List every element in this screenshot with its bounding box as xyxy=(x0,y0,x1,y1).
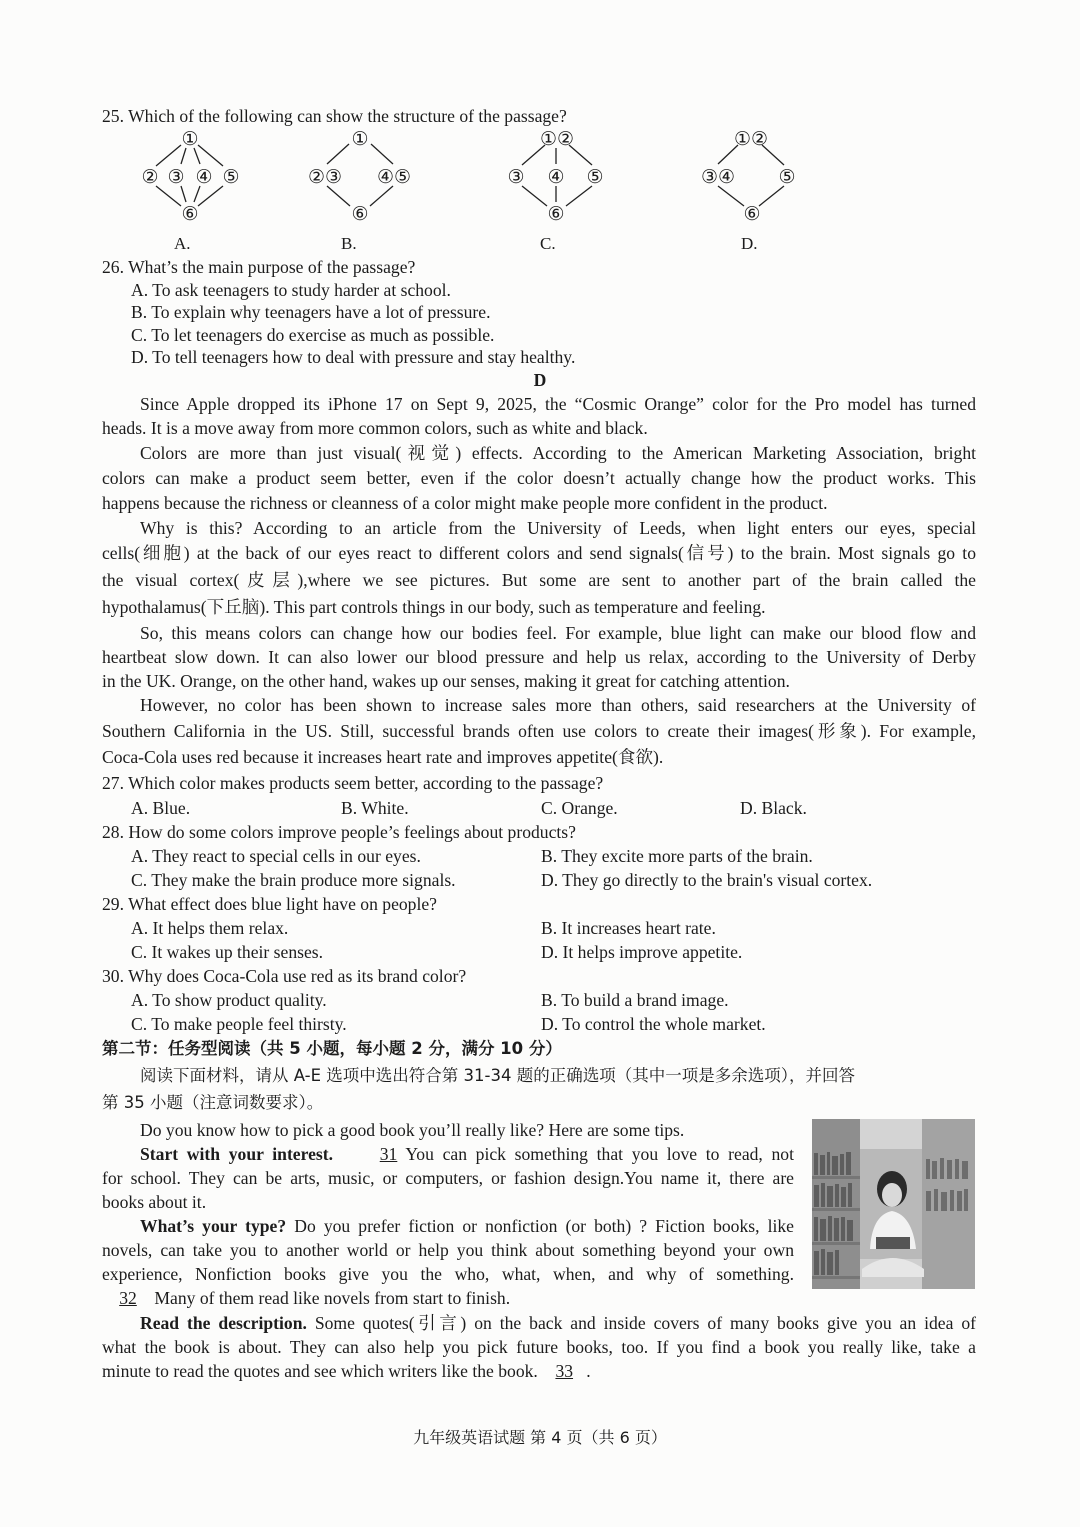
structure-diagram-c xyxy=(495,128,635,258)
tip2-heading: What’s your type? xyxy=(140,1216,287,1236)
book-para2-end: Many of them read like novels from start to finish. xyxy=(154,1288,511,1308)
book-para3-line2: what the book is about. They can also help you pick future books, too. If you find a book you really like, take a xyxy=(102,1337,976,1357)
q26-stem: 26. What’s the main purpose of the passage? xyxy=(102,257,416,277)
passage-d-line: So, this means colors can change how our bodies feel. For example, blue light can make our blood flow and xyxy=(140,623,976,643)
diagram-b-node-45: ④⑤ xyxy=(376,166,412,188)
q30-option-a: A. To show product quality. xyxy=(131,990,327,1010)
structure-diagram-b xyxy=(297,128,437,258)
book-para2-line4 xyxy=(106,1286,510,1310)
page-footer: 九年级英语试题 第 4 页（共 6 页） xyxy=(413,1428,667,1447)
book-para1-line1 xyxy=(102,1142,794,1166)
blank-32[interactable]: 32 xyxy=(119,1288,137,1308)
diagram-d-node-6: ⑥ xyxy=(743,203,761,225)
diagram-a-node-5: ⑤ xyxy=(222,166,240,188)
q29-option-b: B. It increases heart rate. xyxy=(541,918,716,938)
passage-d-line: colors can make a product seem better, even if the color doesn’t actually change how the product works. This xyxy=(102,468,976,488)
q29-stem: 29. What effect does blue light have on people? xyxy=(102,894,437,914)
diagram-a-label: A. xyxy=(174,234,191,253)
diagram-c-node-4: ④ xyxy=(547,166,565,188)
q27-option-b: B. White. xyxy=(341,798,409,818)
book-para2-line1 xyxy=(102,1214,794,1238)
q30-stem: 30. Why does Coca-Cola use red as its brand color? xyxy=(102,966,467,986)
diagram-d-label: D. xyxy=(741,234,758,253)
diagram-d-graphic xyxy=(688,128,828,228)
q25-stem: 25. Which of the following can show the structure of the passage? xyxy=(102,106,567,126)
passage-d-line: hypothalamus(下丘脑). This part controls things in our body, such as temperature and feeling. xyxy=(102,597,766,617)
q28-option-a: A. They react to special cells in our eyes. xyxy=(131,846,421,866)
structure-diagram-a xyxy=(128,128,268,258)
q26-option-c: C. To let teenagers do exercise as much as possible. xyxy=(131,325,495,345)
book-para1-line2: for school. They can be arts, music, or computers, or fashion design.You name it, there are xyxy=(102,1168,794,1188)
diagram-a-node-6: ⑥ xyxy=(181,203,199,225)
blank-31[interactable]: 31 xyxy=(379,1144,398,1164)
section2-heading: 第二节：任务型阅读（共 5 小题，每小题 2 分，满分 10 分） xyxy=(102,1039,562,1058)
diagram-b-node-23: ②③ xyxy=(307,166,343,188)
section2-instruction-line2: 第 35 小题（注意词数要求）。 xyxy=(102,1093,324,1112)
diagram-d-node-12: ①② xyxy=(733,128,769,150)
tip1-heading: Start with your interest. xyxy=(140,1144,334,1164)
q27-option-a: A. Blue. xyxy=(131,798,191,818)
q28-stem: 28. How do some colors improve people’s feelings about products? xyxy=(102,822,576,842)
q29-option-a: A. It helps them relax. xyxy=(131,918,289,938)
q28-option-b: B. They excite more parts of the brain. xyxy=(541,846,813,866)
diagram-b-label: B. xyxy=(341,234,357,253)
q28-option-c: C. They make the brain produce more signals. xyxy=(131,870,456,890)
diagram-d-node-5: ⑤ xyxy=(778,166,796,188)
section2-instruction-line1: 阅读下面材料，请从 A-E 选项中选出符合第 31-34 题的正确选项（其中一项是多余选项），并回答 xyxy=(140,1066,855,1085)
book-para1-line3: books about it. xyxy=(102,1192,207,1212)
passage-d-line: heartbeat slow down. It can also lower our blood pressure and help us relax, according to the University of Derby xyxy=(102,647,976,667)
q26-option-b: B. To explain why teenagers have a lot of pressure. xyxy=(131,302,491,322)
q29-option-c: C. It wakes up their senses. xyxy=(131,942,324,962)
book-para3-period: . xyxy=(586,1361,591,1381)
q26-option-d: D. To tell teenagers how to deal with pressure and stay healthy. xyxy=(131,347,576,367)
diagram-b-graphic xyxy=(297,128,437,228)
book-para3-line1 xyxy=(102,1311,976,1335)
diagram-b-node-6: ⑥ xyxy=(351,203,369,225)
passage-d-line: in the UK. Orange, on the other hand, wakes up our senses, making it great for catching attention. xyxy=(102,671,790,691)
passage-d-line: Coca-Cola uses red because it increases heart rate and improves appetite(食欲). xyxy=(102,747,664,767)
q27-stem: 27. Which color makes products seem better, according to the passage? xyxy=(102,773,604,793)
book-para2-text: Do you prefer fiction or nonfiction (or both) ? Fiction books, like xyxy=(294,1216,794,1236)
q27-option-c: C. Orange. xyxy=(541,798,618,818)
diagram-c-node-5: ⑤ xyxy=(586,166,604,188)
passage-d-line: Why is this? According to an article from the University of Leeds, when light enters our eyes, special xyxy=(140,518,976,538)
passage-d-letter: D xyxy=(533,370,547,390)
library-reading-photo xyxy=(812,1119,975,1289)
diagram-c-node-12: ①② xyxy=(539,128,575,150)
passage-d-line: heads. It is a move away from more common colors, such as white and black. xyxy=(102,418,648,438)
q26-option-a: A. To ask teenagers to study harder at school. xyxy=(131,280,451,300)
passage-d-line: Southern California in the US. Still, successful brands often use colors to create their images(形象). For example, xyxy=(102,721,976,741)
diagram-d-node-34: ③④ xyxy=(700,166,736,188)
q29-option-d: D. It helps improve appetite. xyxy=(541,942,743,962)
diagram-c-node-3: ③ xyxy=(507,166,525,188)
diagram-a-node-1: ① xyxy=(181,128,199,150)
diagram-a-graphic xyxy=(128,128,268,228)
book-para2-line3: experience, Nonfiction books give you the who, what, when, and why of something. xyxy=(102,1264,794,1284)
blank-33[interactable]: 33 xyxy=(555,1361,574,1381)
q30-option-b: B. To build a brand image. xyxy=(541,990,729,1010)
passage-d-line: Since Apple dropped its iPhone 17 on Sept 9, 2025, the “Cosmic Orange” color for the Pro model has turned xyxy=(140,394,976,414)
book-para2-line2: novels, can take you to another world or help you think about something beyond your own xyxy=(102,1240,794,1260)
passage-d-line: cells(细胞) at the back of our eyes react to different colors and send signals(信号) to the brain. Most signals go to xyxy=(102,543,976,563)
book-para3-line3 xyxy=(102,1359,591,1383)
passage-d-line: happens because the richness or cleanness of a color might make people more confident in the product. xyxy=(102,493,828,513)
passage-d-line: Colors are more than just visual(视觉) effects. According to the American Marketing Association, bright xyxy=(140,443,976,463)
q27-option-d: D. Black. xyxy=(740,798,807,818)
q30-option-c: C. To make people feel thirsty. xyxy=(131,1014,347,1034)
q30-option-d: D. To control the whole market. xyxy=(541,1014,766,1034)
diagram-a-node-2: ② xyxy=(141,166,159,188)
diagram-b-node-1: ① xyxy=(351,128,369,150)
book-intro: Do you know how to pick a good book you’ll really like? Here are some tips. xyxy=(140,1120,685,1140)
structure-diagram-d xyxy=(688,128,828,258)
photo-graphic xyxy=(812,1119,975,1289)
diagram-a-node-4: ④ xyxy=(195,166,213,188)
diagram-c-graphic xyxy=(495,128,635,228)
diagram-c-node-6: ⑥ xyxy=(547,203,565,225)
book-para3-end: minute to read the quotes and see which writers like the book. xyxy=(102,1361,538,1381)
diagram-c-label: C. xyxy=(540,234,556,253)
passage-d-line: However, no color has been shown to increase sales more than others, said researchers at the University of xyxy=(140,695,976,715)
diagram-a-node-3: ③ xyxy=(167,166,185,188)
book-para1-text: You can pick something that you love to read, not xyxy=(405,1144,794,1164)
passage-d-line: the visual cortex(皮层),where we see pictures. But some are sent to another part of the brain called the xyxy=(102,570,976,590)
book-para3-text: Some quotes(引言) on the back and inside covers of many books give you an idea of xyxy=(314,1313,976,1333)
q28-option-d: D. They go directly to the brain's visual cortex. xyxy=(541,870,873,890)
tip3-heading: Read the description. xyxy=(140,1313,307,1333)
